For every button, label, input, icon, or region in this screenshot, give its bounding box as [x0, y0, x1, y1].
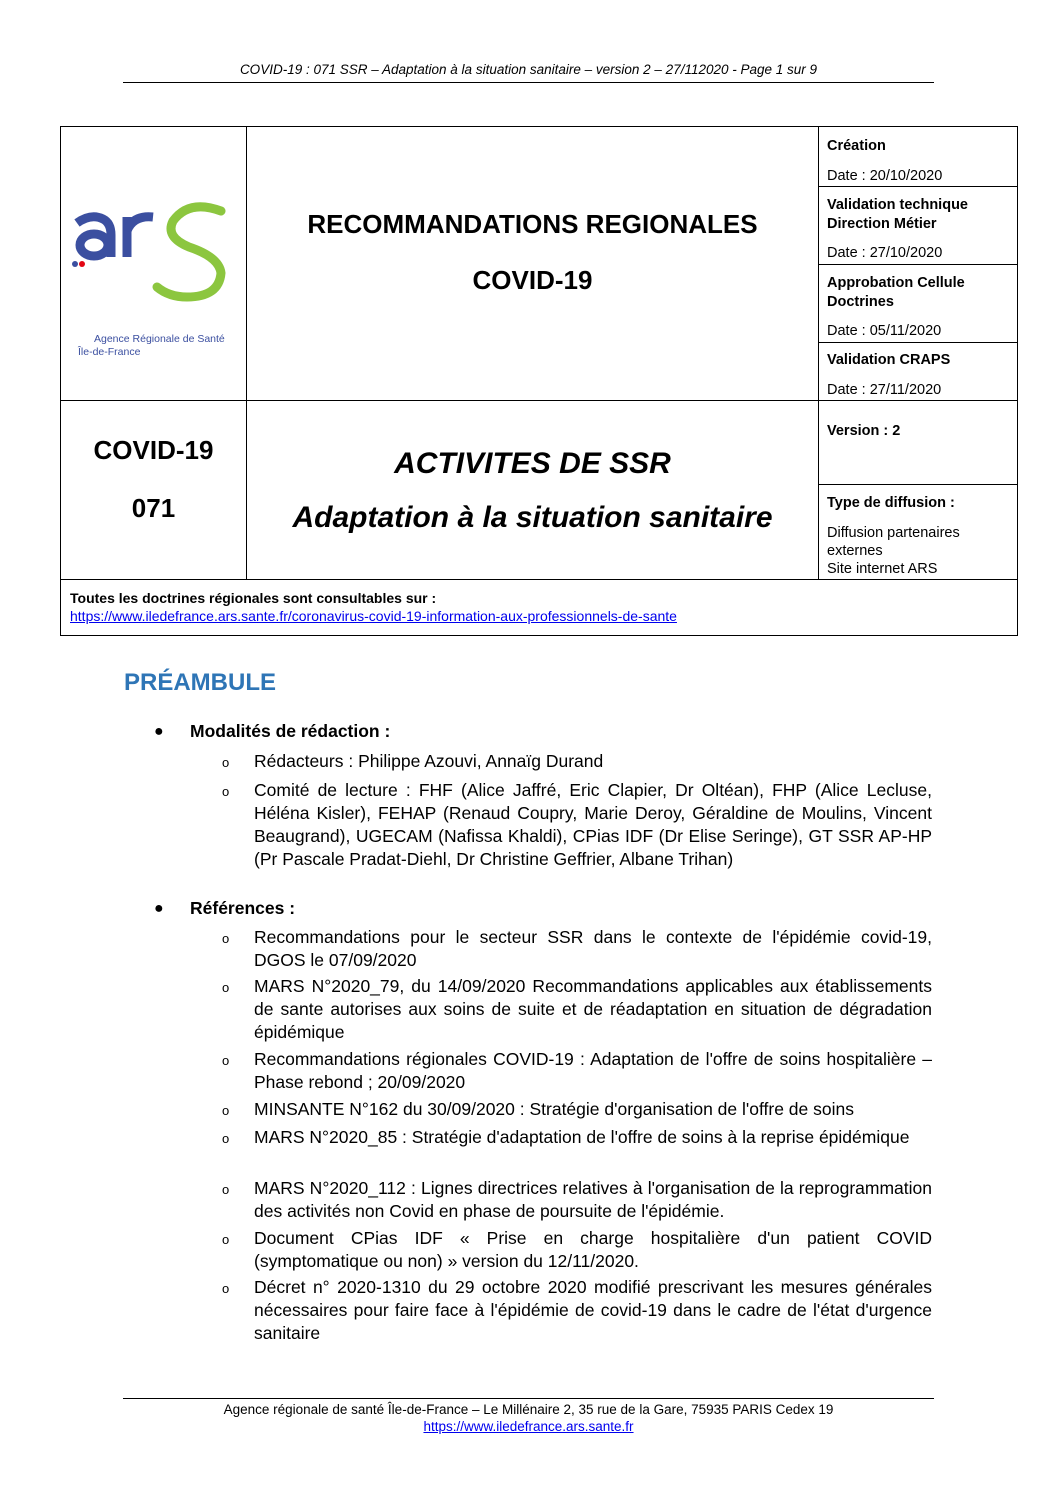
tech-validation-date: Date : 27/10/2020 [827, 245, 943, 261]
code-number: 071 [131, 493, 176, 523]
document-info-table [60, 126, 1018, 636]
circle-bullet-icon: o [222, 931, 230, 946]
diffusion-line-3: Site internet ARS [827, 561, 938, 577]
craps-label: Validation CRAPS [827, 352, 951, 368]
reference-item: Décret n° 2020-1310 du 29 octobre 2020 modifié prescrivant les mesures générales nécessaires pour faire face à l'épidémie de covid-19 dans le cadre de l'état d'urgence sanitaire [254, 1277, 932, 1343]
footer-link[interactable]: https://www.iledefrance.ars.sante.fr [423, 1419, 634, 1434]
bullet-icon: ● [154, 723, 164, 740]
circle-bullet-icon: o [222, 1103, 230, 1118]
ars-logo-graphic [69, 201, 237, 305]
redaction-item: Rédacteurs : Philippe Azouvi, Annaïg Durand [254, 751, 604, 771]
table-divider [818, 342, 1017, 343]
reference-item: Document CPias IDF « Prise en charge hospitalière d'un patient COVID (symptomatique ou non) » version du 12/11/2020. [254, 1228, 932, 1271]
section-title-preambule: PRÉAMBULE [124, 669, 277, 696]
circle-bullet-icon: o [222, 755, 230, 770]
logo-text [78, 333, 225, 359]
footer-rule [123, 1398, 934, 1399]
circle-bullet-icon: o [222, 1053, 230, 1068]
reference-item: MARS N°2020_112 : Lignes directrices relatives à l'organisation de la reprogrammation des activités non Covid en phase de poursuite de l'épidémie. [254, 1178, 932, 1221]
logo-line-2: Île-de-France [78, 346, 141, 358]
reference-item: MARS N°2020_79, du 14/09/2020 Recommandations applicables aux établissements de sante autorises aux soins de suite et de réadaptation en situation de dégradation épidémique [254, 976, 932, 1042]
logo-line-1: Agence Régionale de Santé [94, 333, 225, 345]
table-divider [61, 579, 1017, 580]
table-divider [818, 264, 1017, 265]
circle-bullet-icon: o [222, 1281, 230, 1296]
main-subtitle: COVID-19 [472, 265, 593, 295]
bullet-icon: ● [154, 900, 164, 917]
redaction-item: Comité de lecture : FHF (Alice Jaffré, Eric Clapier, Dr Oltéan), FHP (Alice Lecluse, Héléna Kisler), FEHAP (Renaud Coupry, Marie Deroy, Géraldine de Moulins, Vincent Beaugrand), UGECAM (Nafissa Khaldi), CPias IDF (Dr Elise Seringe), GT SSR AP-HP (Pr Pascale Pradat-Diehl, Dr Christine Geffrier, Albane Trihan) [254, 780, 932, 869]
doctrines-row [70, 589, 677, 625]
subject-subtitle: Adaptation à la situation sanitaire [292, 501, 773, 534]
diffusion-line-2: externes [827, 543, 883, 559]
craps-date: Date : 27/11/2020 [827, 382, 942, 398]
table-divider [818, 484, 1017, 485]
circle-bullet-icon: o [222, 1182, 230, 1197]
version-label: Version : 2 [827, 423, 901, 439]
subject-cell [247, 401, 818, 579]
doctrines-link[interactable]: https://www.iledefrance.ars.sante.fr/coronavirus-covid-19-information-aux-professionnels-de-sante [70, 608, 677, 624]
code-label: COVID-19 [93, 435, 214, 465]
tech-validation-label-1: Validation technique [827, 197, 968, 213]
footer-address: Agence régionale de santé Île-de-France – Le Millénaire 2, 35 rue de la Gare, 75935 PARIS Cedex 19 [223, 1402, 834, 1417]
logo-cell [61, 127, 246, 400]
circle-bullet-icon: o [222, 784, 230, 799]
redaction-label: Modalités de rédaction : [190, 721, 391, 741]
table-divider [818, 186, 1017, 187]
approbation-date: Date : 05/11/2020 [827, 323, 942, 339]
creation-label: Création [827, 138, 886, 154]
reference-item: MINSANTE N°162 du 30/09/2020 : Stratégie d'organisation de l'offre de soins [254, 1099, 854, 1119]
reference-item: Recommandations régionales COVID-19 : Adaptation de l'offre de soins hospitalière – Phase rebond ; 20/09/2020 [254, 1049, 932, 1092]
ars-logo [69, 201, 237, 358]
main-title: RECOMMANDATIONS REGIONALES [307, 209, 758, 239]
header-rule [123, 82, 934, 83]
tech-validation-label-2: Direction Métier [827, 216, 937, 232]
page-footer [123, 1401, 934, 1435]
approbation-label-1: Approbation Cellule [827, 275, 965, 291]
title-cell [247, 127, 818, 400]
page-header: COVID-19 : 071 SSR – Adaptation à la situation sanitaire – version 2 – 27/112020 - Page 1 sur 9 [239, 62, 818, 77]
diffusion-line-1: Diffusion partenaires [827, 525, 960, 541]
circle-bullet-icon: o [222, 1131, 230, 1146]
diffusion-label: Type de diffusion : [827, 495, 955, 511]
reference-item: Recommandations pour le secteur SSR dans le contexte de l'épidémie covid-19, DGOS le 07/09/2020 [254, 927, 932, 970]
approbation-label-2: Doctrines [827, 294, 894, 310]
circle-bullet-icon: o [222, 1232, 230, 1247]
creation-date: Date : 20/10/2020 [827, 168, 943, 184]
doctrines-label: Toutes les doctrines régionales sont consultables sur : [70, 590, 437, 606]
references-label: Références : [190, 898, 296, 918]
table-divider [818, 127, 819, 579]
circle-bullet-icon: o [222, 980, 230, 995]
subject-title: ACTIVITES DE SSR [394, 447, 671, 480]
code-cell [61, 401, 246, 579]
reference-item: MARS N°2020_85 : Stratégie d'adaptation de l'offre de soins à la reprise épidémique [254, 1127, 910, 1147]
